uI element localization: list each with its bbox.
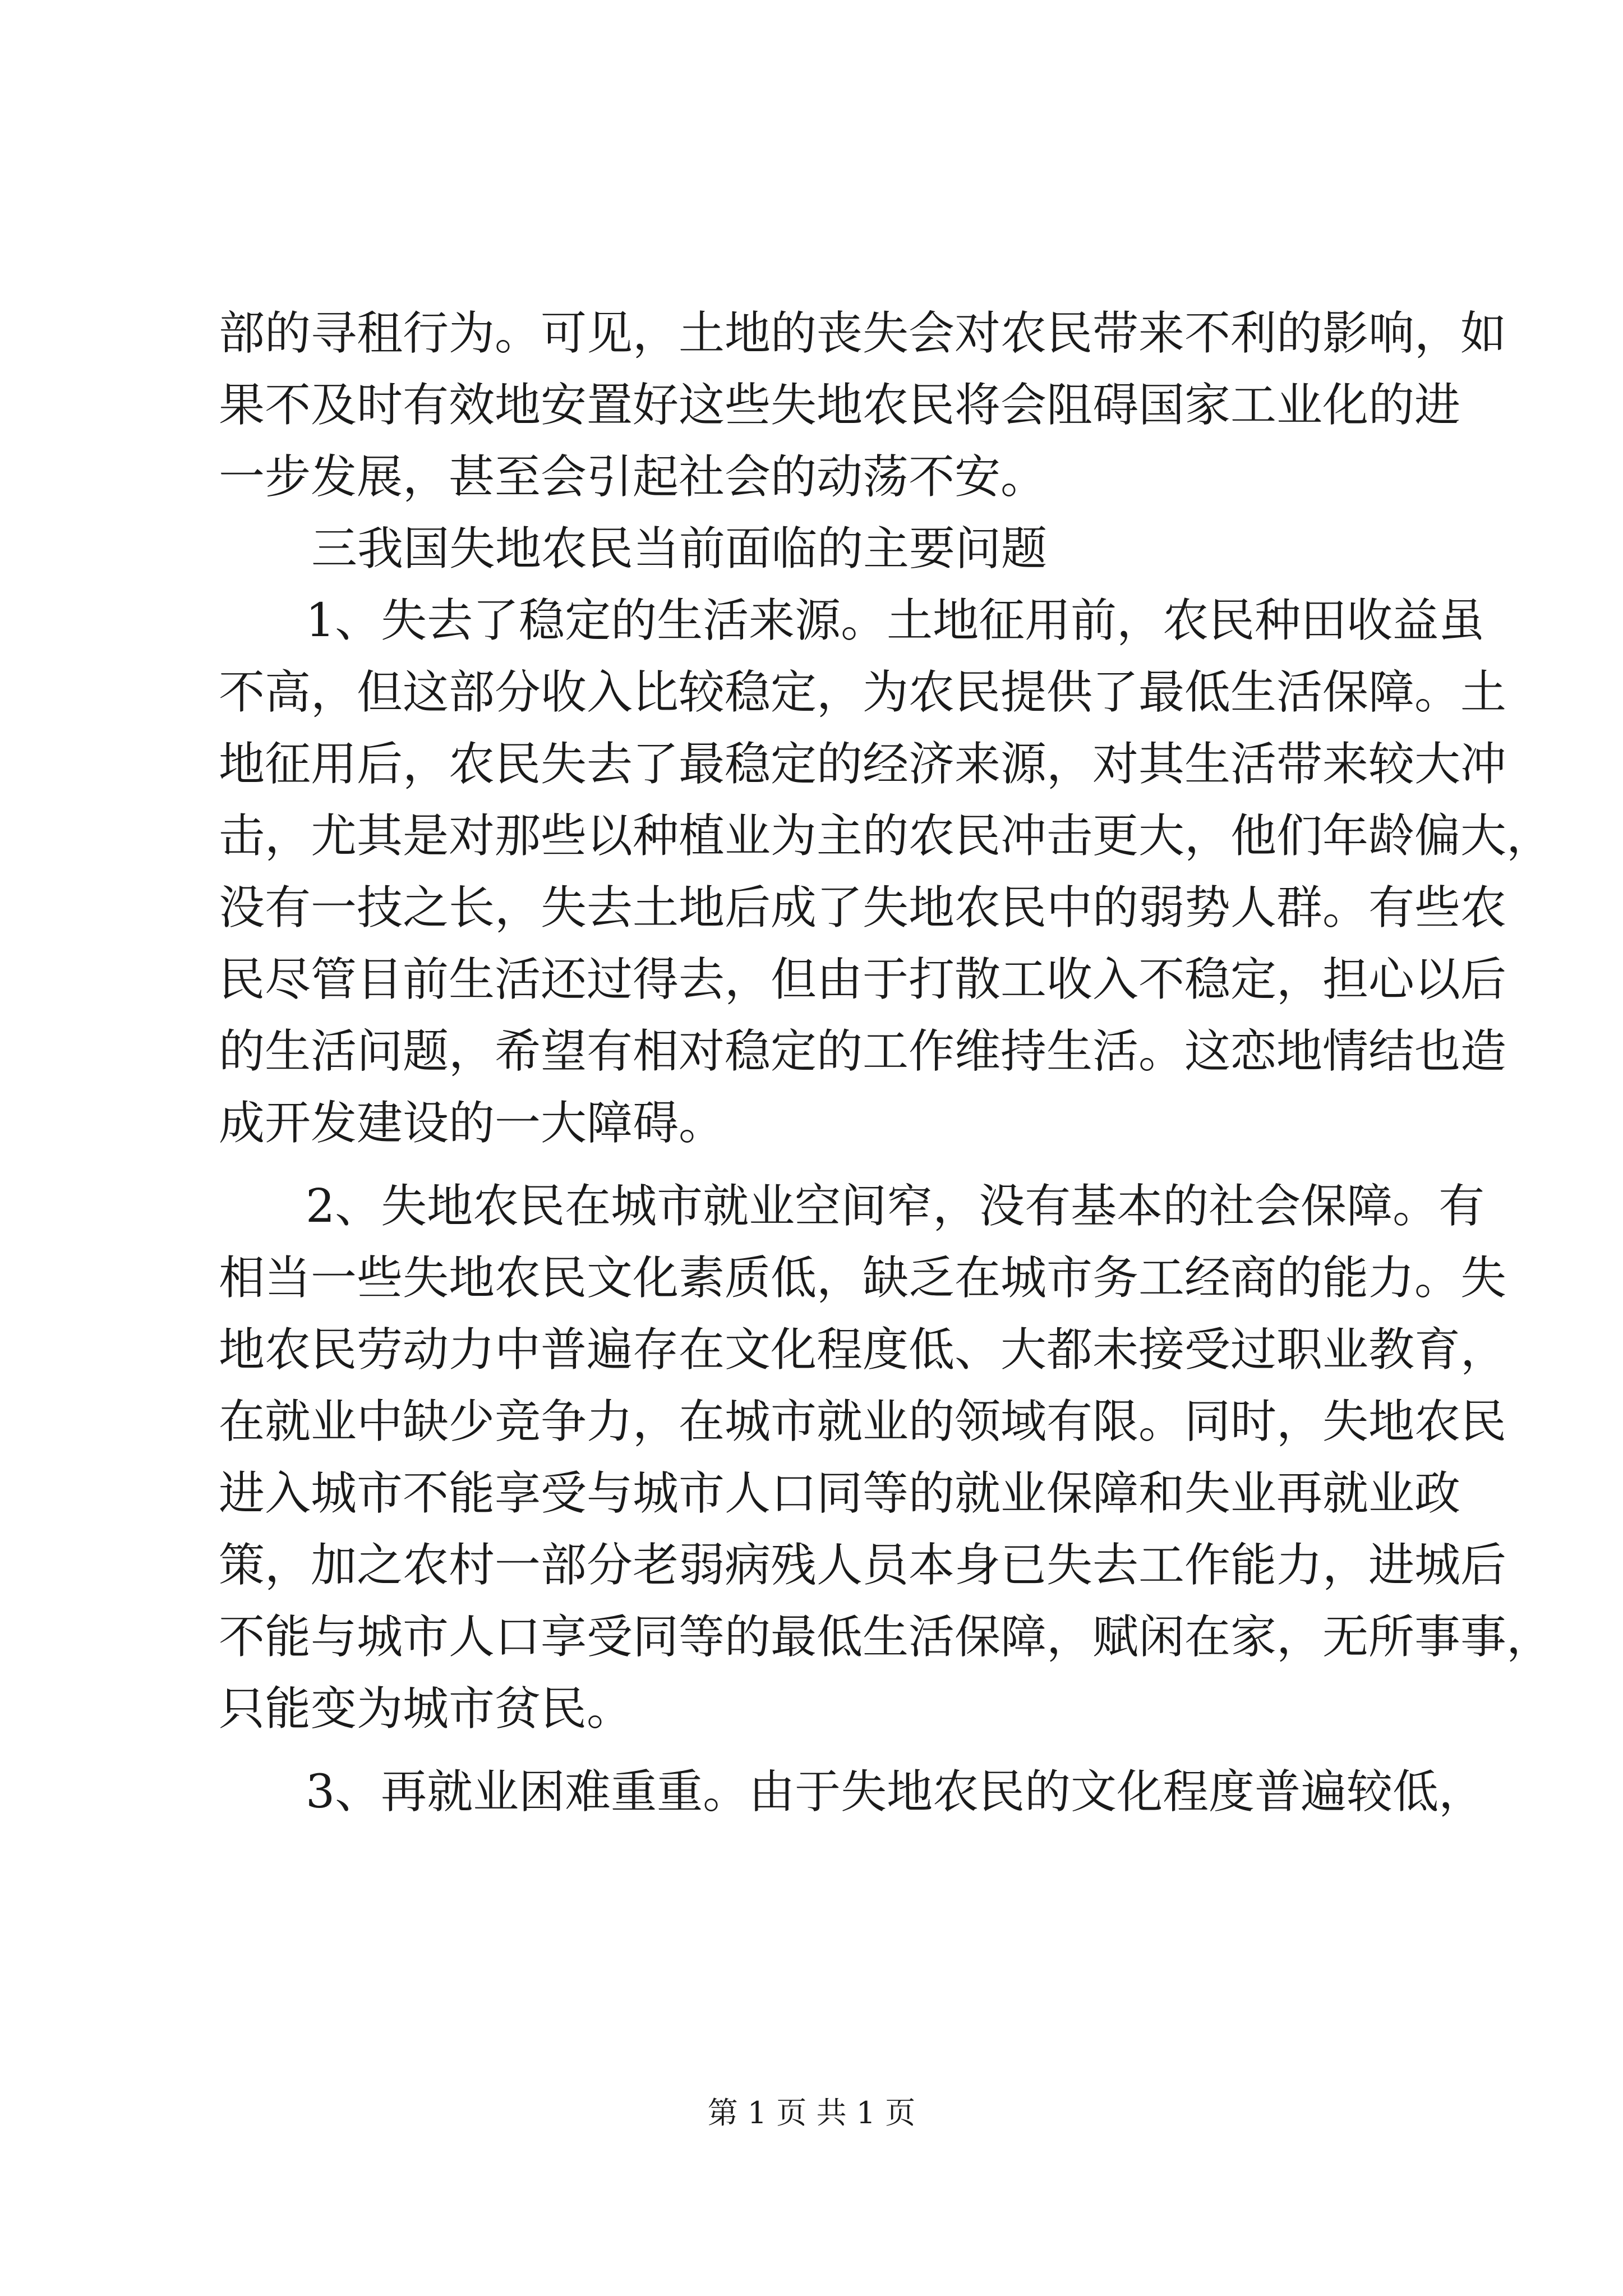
body-text-line: 2、失地农民在城市就业空间窄，没有基本的社会保障。有 (306, 1180, 1485, 1233)
body-text-line: 地征用后，农民失去了最稳定的经济来源，对其生活带来较大冲 (219, 738, 1507, 791)
body-text-line: 地农民劳动力中普遍存在文化程度低、大都未接受过职业教育， (219, 1323, 1507, 1377)
body-text-line: 部的寻租行为。可见，土地的丧失会对农民带来不利的影响，如 (219, 307, 1507, 360)
body-text-line: 成开发建设的一大障碍。 (219, 1097, 725, 1150)
body-text-line: 一步发展，甚至会引起社会的动荡不安。 (219, 450, 1047, 504)
body-text-line: 果不及时有效地安置好这些失地农民将会阻碍国家工业化的进 (219, 379, 1461, 432)
body-text-line: 3、再就业困难重重。由于失地农民的文化程度普遍较低， (306, 1765, 1485, 1819)
body-text-line: 进入城市不能享受与城市人口同等的就业保障和失业再就业政 (219, 1467, 1461, 1520)
body-text-line: 1、失去了稳定的生活来源。土地征用前，农民种田收益虽 (306, 594, 1485, 647)
body-text-line: 的生活问题，希望有相对稳定的工作维持生活。这恋地情结也造 (219, 1025, 1507, 1078)
section-heading: 三我国失地农民当前面临的主要问题 (311, 522, 1048, 576)
body-text-line: 击，尤其是对那些以种植业为主的农民冲击更大，他们年龄偏大， (219, 809, 1553, 863)
body-text-line: 民尽管目前生活还过得去，但由于打散工收入不稳定，担心以后 (219, 953, 1507, 1006)
body-text-line: 没有一技之长，失去土地后成了失地农民中的弱势人群。有些农 (219, 881, 1507, 935)
body-text-line: 只能变为城市贫民。 (219, 1682, 633, 1736)
body-text-line: 不高，但这部分收入比较稳定，为农民提供了最低生活保障。土 (219, 666, 1507, 719)
body-text-line: 不能与城市人口享受同等的最低生活保障，赋闲在家，无所事事， (219, 1611, 1553, 1664)
page-footer: 第 1 页 共 1 页 (707, 2095, 916, 2131)
body-text-line: 策，加之农村一部分老弱病残人员本身已失去工作能力，进城后 (219, 1539, 1507, 1592)
body-text-line: 相当一些失地农民文化素质低，缺乏在城市务工经商的能力。失 (219, 1251, 1507, 1305)
body-text-line: 在就业中缺少竞争力，在城市就业的领域有限。同时，失地农民 (219, 1395, 1507, 1448)
